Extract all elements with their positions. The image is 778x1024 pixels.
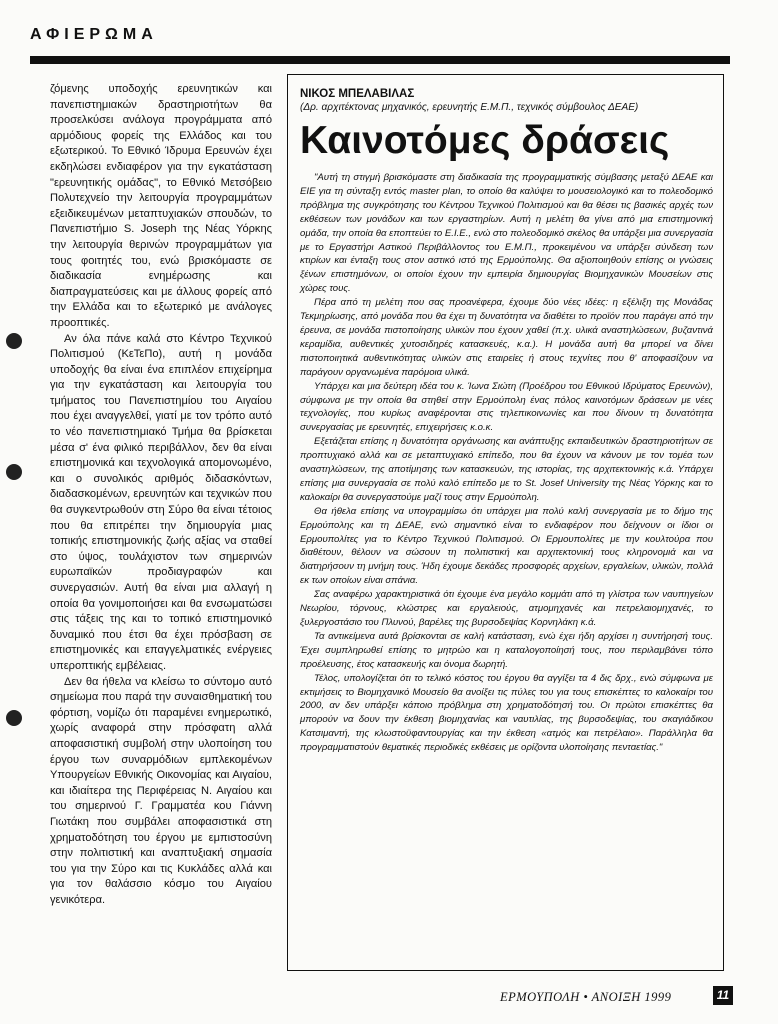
interview-paragraph: Πέρα από τη μελέτη που σας προανέφερα, έχουμε δύο νέες ιδέες: η εξέλιξη της Μονάδας Τεκμηρίωσης, από μονάδα που θα έχει τη δυνατότητα να διαθέτει το προϊόν που παράγει από την έρευνα, σε μονάδα πιστοποίησης υλικών που έχουν χαθεί (π.χ. υλικά αναστηλώσεων, βυζαντινά κεραμίδια, αυθεντικές χυτοσιδηρές κατασκευές, κ.α.). Η μονάδα αυτή θα μπορεί να δίνει πιστοποιητικά αυθεντικότητας υλικών στις εταιρείες ή στους τεχνίτες που θ' αποφασίζουν να παράγουν οργανωμένα παρόμοια υλικά. bbox=[300, 297, 713, 378]
binder-hole bbox=[6, 710, 22, 726]
article-headline: Καινοτόμες δράσεις bbox=[300, 119, 670, 162]
binder-hole bbox=[6, 464, 22, 480]
section-title: ΑΦΙΕΡΩΜΑ bbox=[30, 26, 158, 43]
left-paragraph: Αν όλα πάνε καλά στο Κέντρο Τεχνικού Πολιτισμού (ΚεΤεΠο), αυτή η μονάδα υποδοχής θα είναι ένα επιπλέον επιχείρημα για την εγκατάσταση και λειτουργία του τμήματος του Πανεπιστημίου του Αιγαίου που έχει αναγγελθεί, γιατί με τον τρόπο αυτό το νέο πανεπιστημιακό Τμήμα θα βρίσκεται μέσα σ' ένα φιλικό περιβάλλον, δεν θα είναι επιστημονικά και τεχνολογικά απομονωμένο, και ο συνολικός αριθμός διδασκόντων, διαδασκομένων, ερευνητών και τεχνικών που θα συγκεντρωθούν στη Σύρο θα είναι τέτοιος που θα επιτρέπει την δημιουργία μιας τοπικής επιστημονικής ζωής αξίας να σταθεί στο ύψος, τουλάχιστον των σημερινών ευρωπαϊκών προδιαγραφών και συνεργασιών. Αυτή θα είναι μια αλλαγή η οποία θα γονιμοποιήσει και θα ενσωματώσει στις τάξεις της και το τοπικό επιστημονικό δυναμικό που έτσι θα έχει πρόσβαση σε επιστημονικές και επαγγελματικές ενέργειες υπεροπτικής εμβέλειας. bbox=[50, 332, 272, 672]
interview-text bbox=[300, 171, 713, 755]
binder-hole bbox=[6, 333, 22, 349]
interview-paragraph: Τα αντικείμενα αυτά βρίσκονται σε καλή κατάσταση, ενώ έχει ήδη αρχίσει η συντήρησή τους. Έχει συμπληρωθεί επίσης το μητρώο και η καταλογοποίησή τους, που περιλαμβάνει τόπο προέλευσης, έτος κατασκευής και όνομα δωρητή. bbox=[300, 630, 713, 670]
left-paragraph: ζόμενης υποδοχής ερευνητικών και πανεπιστημιακών δραστηριοτήτων θα προσελκύσει ανάλογα προγράμματα από αρμόδιους φορείς της Ελλάδος και του εξωτερικού. Το Εθνικό Ίδρυμα Ερευνών έχει εκδηλώσει ενδιαφέρον για την εγκατάσταση "ερευνητικής ομάδας", το Εθνικό Μετσόβειο Πολυτεχνείο την λειτουργία προγραμμάτων εξειδικευμένων μεταπτυχιακών σπουδών, το Πανεπιστήμιο S. Joseph της Νέας Υόρκης την λειτουργία θερινών προγραμμάτων για τους φοιτητές του, ενώ βρισκόμαστε σε διαδικασία ενημέρωσης και διαπραγματεύσεις και με άλλους φορείς από την Ελλάδα και το εξωτερικό με ανάλογες προοπτικές. bbox=[50, 83, 272, 329]
interview-box bbox=[287, 74, 724, 971]
left-paragraph: Δεν θα ήθελα να κλείσω το σύντομο αυτό σημείωμα που παρά την συναισθηματική του φόρτιση, νομίζω ότι παραμένει ενημερωτικό, χωρίς αναφορά στην πρόσφατη αλλά αποφασιστική συμβολή στην υλοποίηση του έργου των συναρμόδιων εμπλεκομένων Υπουργείων Εθνικής Οικονομίας και Αιγαίου, και ιδιαίτερα της Περιφέρειας Ν. Αιγαίου και του σημερινού Γ. Γραμματέα κου Γιάννη Γιωτάκη που συμβάλει αποφασιστικά στη χρηματοδότηση του έργου με εμπιστοσύνη στην πολιτιστική και αναπτυξιακή σημασία του για την Σύρο και τις Κυκλάδες αλλά και για τον θαλάσσιο κόσμο του Αιγαίου γενικότερα. bbox=[50, 675, 272, 906]
interview-paragraph: Θα ήθελα επίσης να υπογραμμίσω ότι υπάρχει μια πολύ καλή συνεργασία με το δήμο της Ερμούπολης και τη ΔΕΑΕ, ενώ σημαντικό είναι το ενδιαφέρον που δείχνουν οι ίδιοι οι Ερμουπολίτες για το Κέντρο Τεχνικού Πολιτισμού. Οι Ερμουπολίτες με την κουλτούρα που διαθέτουν, θέλουν να σώσουν τη πολιτιστική και αρχιτεκτονική τους κληρονομιά και να διατηρήσουν τη μνήμη τους. Ήδη έχουμε δεκάδες προσφορές αρχείων, εργαλείων, υλικών, πολλά εκ των οποίων είναι σπάνια. bbox=[300, 505, 713, 587]
interview-paragraph: "Αυτή τη στιγμή βρισκόμαστε στη διαδικασία της προγραμματικής σύμβασης μεταξύ ΔΕΑΕ και ΕΙΕ για τη σύνταξη εντός master plan, το οποίο θα καλύψει το μουσειολογικό και το πολεοδομικό πρόβλημα της συγκρότησης του Κέντρου Τεχνικού Πολιτισμού και θα θέσει τις βασικές αρχές των εκθέσεων των μονάδων και των εργαστηρίων. Αυτή η μελέτη θα γίνει από μια επιστημονική ομάδα, την οποία θα εποπτεύει το Ε.Ι.Ε., ενώ στο πολεοδομικό σκέλος θα υπάρξει μια συνεργασία με το Εργαστήρι Αστικού Περιβάλλοντος του Ε.Μ.Π., προκειμένου να υπάρξει σύνδεση των κτιρίων και ένταξη τους στον αστικό ιστό της Ερμούπολης. Θα αξιοποιηθούν επίσης οι γνώσεις ξένων επιστημόνων, οι οποίοι έχουν την εμπειρία δημιουργίας Βιομηχανικών Μουσείων στις χώρες τους. bbox=[300, 172, 713, 295]
interview-paragraph: Τέλος, υπολογίζεται ότι το τελικό κόστος του έργου θα αγγίξει τα 4 δις δρχ., ενώ σύμφωνα με εκτιμήσεις το Βιομηχανικό Μουσείο θα ανοίξει τις πύλες του για τους επισκέπτες το καλοκαίρι του 2000, αν δεν υπάρξει κάποιο πρόβλημα στη χρηματοδότησή του. Οι πρώτοι επισκέπτες θα μπορούν να δουν την έκθεση βιομηχανίας και ναυτιλίας, της βυρσοδεψίας, του σκαγιάδικου Κατσιμαντή, της κλωστοϋφαντουργίας και την έκθεση «ατμός και πετρέλαιο». Παράλληλα θα προγραμματιστούν θεματικές περιοδικές εκθέσεις με ορίζοντα υλοποίησης πενταετίας." bbox=[300, 672, 713, 754]
author-name: ΝΙΚΟΣ ΜΠΕΛΑΒΙΛΑΣ bbox=[300, 88, 415, 100]
interview-paragraph: Σας αναφέρω χαρακτηριστικά ότι έχουμε ένα μεγάλο κομμάτι από τη γλίστρα των ναυπηγείων Νεωρίου, τόρνους, κλώστρες και εργαλειούς, ατμομηχανές και πετρελαιομηχανές, το ξυλεργοστάσιο του Πλυνού, βαρέλες της βυρσοδεψίας Κορνηλάκη κ.ά. bbox=[300, 589, 713, 628]
page-number: 11 bbox=[713, 986, 733, 1005]
interview-paragraph: Εξετάζεται επίσης η δυνατότητα οργάνωσης και ανάπτυξης εκπαιδευτικών δραστηριοτήτων σε προπτυχιακό αλλά και σε μεταπτυχιακό επίπεδο, που θα έχουν να κάνουν με τον τομέα των αναστηλώσεων, της αποτίμησης των κατασκευών, της ιστορίας, της αρχιτεκτονικής κ.ά. Υπάρχει επίσης μια συνεργασία σε πολύ καλό επίπεδο με το St. Josef University της Νέας Υόρκης και το καλοκαίρι θα συνεργαστούμε μαζί τους στην Ερμούπολη. bbox=[300, 436, 713, 503]
publication-footer: ΕΡΜΟΥΠΟΛΗ • ΑΝΟΙΞΗ 1999 bbox=[500, 990, 672, 1004]
author-credits: (Δρ. αρχιτέκτονας μηχανικός, ερευνητής Ε.Μ.Π., τεχνικός σύμβουλος ΔΕΑΕ) bbox=[300, 102, 639, 113]
interview-paragraph: Υπάρχει και μια δεύτερη ιδέα του κ. Ίωνα Σιώτη (Προέδρου του Εθνικού Ιδρύματος Ερευνών), σύμφωνα με την οποία θα στηθεί στην Ερμούπολη ένας πόλος καινοτόμων δράσεων με νέες τεχνολογίες, που κυρίως αναφέρονται στις τηλεπικοινωνίες και που δίνουν τη δυνατότητα συνεργασίας με ερευνητές, επιχειρήσεις κ.ο.κ. bbox=[300, 380, 713, 434]
left-column bbox=[50, 82, 272, 908]
header-rule bbox=[30, 56, 730, 64]
